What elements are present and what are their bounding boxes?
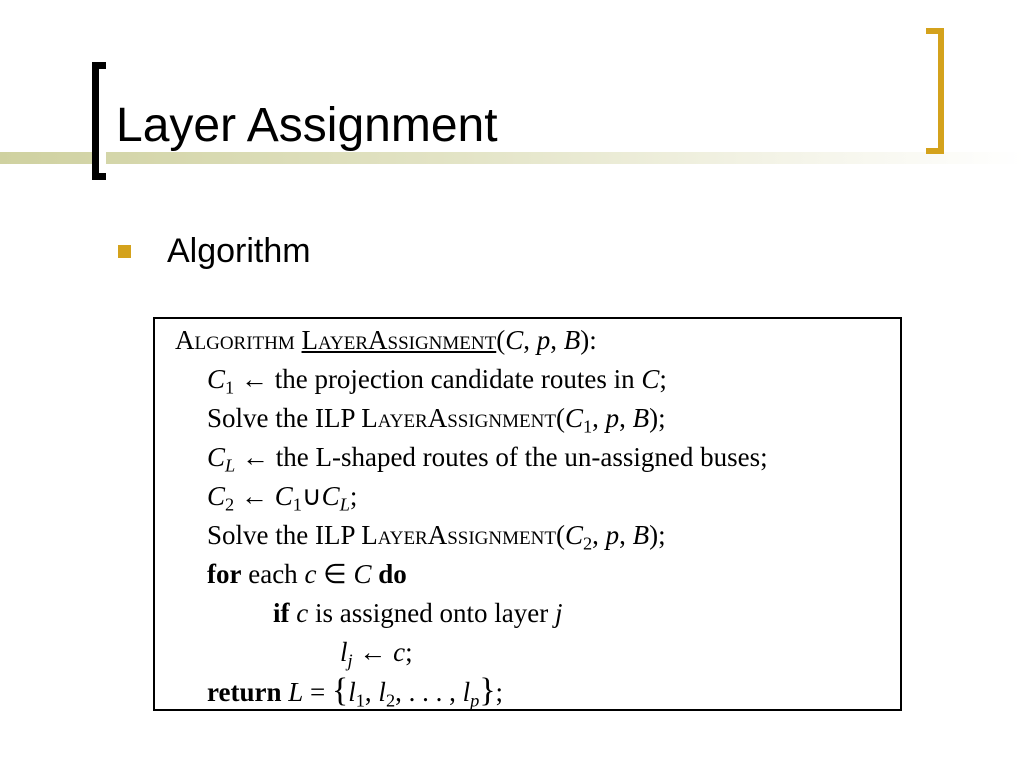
bullet-item [118,232,311,271]
algorithm-line-8: $l_j$ ← c; [340,637,413,671]
algorithm-box [153,317,902,711]
algorithm-params: (C, p, B): [496,325,597,355]
algorithm-line-2: Solve the ILP $LayerAssignment(C_1$, p, B); [207,403,666,437]
algorithm-header [175,327,597,354]
left-bracket-decoration [92,62,106,180]
title-band [0,152,1024,164]
right-bracket-decoration [926,28,944,154]
square-bullet-icon [118,245,131,258]
algorithm-line-7: if c is assigned onto layer j [273,598,563,628]
algorithm-line-5: Solve the ILP $LayerAssignment(C_2$, p, B); [207,520,666,554]
algorithm-line-1: $C_1$ ← the projection candidate routes in C; [207,364,667,398]
slide-title: Layer Assignment [116,99,498,152]
algorithm-name: LayerAssignment [301,325,497,355]
algorithm-keyword: Algorithm [175,325,295,355]
algorithm-line-4: $C_2$ ← $C_1\cup C_L$; [207,481,358,515]
algorithm-line-9: return $L = \{l_1$, $l_2$, . . . , $l_p$}; [207,672,504,711]
algorithm-line-3: $C_L$ ← the L-shaped routes of the un-assigned buses; [207,442,768,476]
algorithm-line-6: for each c ∈ C do [207,559,407,589]
bullet-text: Algorithm [167,232,311,270]
